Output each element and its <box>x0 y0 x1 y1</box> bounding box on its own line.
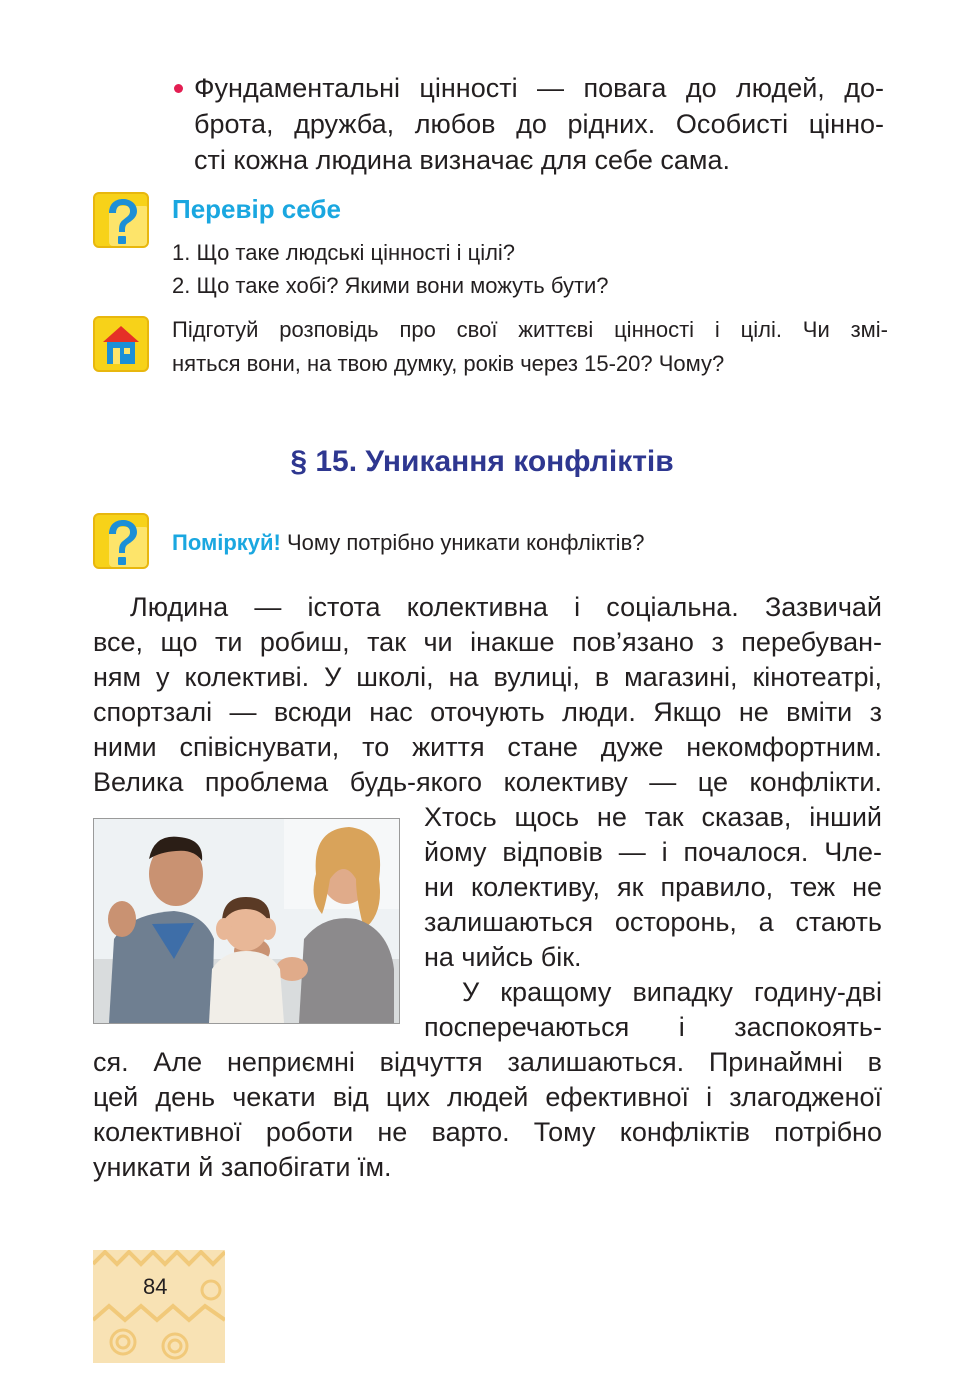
question-item: 2. Що таке хобі? Якими вони можуть бути? <box>172 273 609 298</box>
question-item: 1. Що таке людські цінності і цілі? <box>172 240 516 265</box>
check-yourself-title: Перевір себе <box>172 194 341 224</box>
text-line: все, що ти робиш, так чи інакше пов’язано з перебуван- <box>93 627 882 657</box>
homework-line: Підготуй розповідь про свої життєві цінності і цілі. Чи змі- <box>172 317 888 342</box>
page-corner-ornament <box>93 1250 225 1363</box>
bullet-line: сті кожна людина визначає для себе сама. <box>194 145 730 175</box>
family-conflict-photo <box>93 818 400 1024</box>
text-line: залишаються осторонь, а стають <box>424 907 882 937</box>
text-line: посперечаються і заспокоять- <box>424 1012 882 1042</box>
bullet-line: брота, дружба, любов до рідних. Особисті цінно- <box>194 109 884 139</box>
think-label: Поміркуй! <box>172 530 281 555</box>
text-line: ни колективу, як правило, теж не <box>424 872 882 902</box>
bullet-line: Фундаментальні цінності — повага до людей, до- <box>172 70 884 106</box>
homework-line: няться вони, на твою думку, років через 15-20? Чому? <box>172 351 725 376</box>
text-line: ся. Але неприємні відчуття залишаються. Принаймні в <box>93 1047 882 1077</box>
text-line: У кращому випадку годину-дві <box>462 977 882 1007</box>
text-line: на чийсь бік. <box>424 942 582 972</box>
text-line: уникати й запобігати їм. <box>93 1152 392 1182</box>
text-line: спортзалі — всюди нас оточують люди. Якщо не вміти з <box>93 697 882 727</box>
text-line: Хтось щось не так сказав, інший <box>424 802 882 832</box>
text-line: йому відповів — і почалося. Чле- <box>424 837 882 867</box>
text-line: цей день чекати від цих людей ефективної і злагодженої <box>93 1082 882 1112</box>
text-line: ними співіснувати, то життя стане дуже некомфортним. <box>93 732 882 762</box>
text-line: ням у колективі. У школі, на вулиці, в магазині, кінотеатрі, <box>93 662 882 692</box>
think-question: Чому потрібно уникати конфліктів? <box>287 530 645 555</box>
text-line: Людина — істота колективна і соціальна. Зазвичай <box>130 592 882 622</box>
section-title: § 15. Уникання конфліктів <box>290 445 674 478</box>
text-line: колективної роботи не варто. Тому конфліктів потрібно <box>93 1117 882 1147</box>
text-line: Велика проблема будь-якого колективу — це конфлікти. <box>93 767 882 797</box>
page-number: 84 <box>143 1274 168 1299</box>
